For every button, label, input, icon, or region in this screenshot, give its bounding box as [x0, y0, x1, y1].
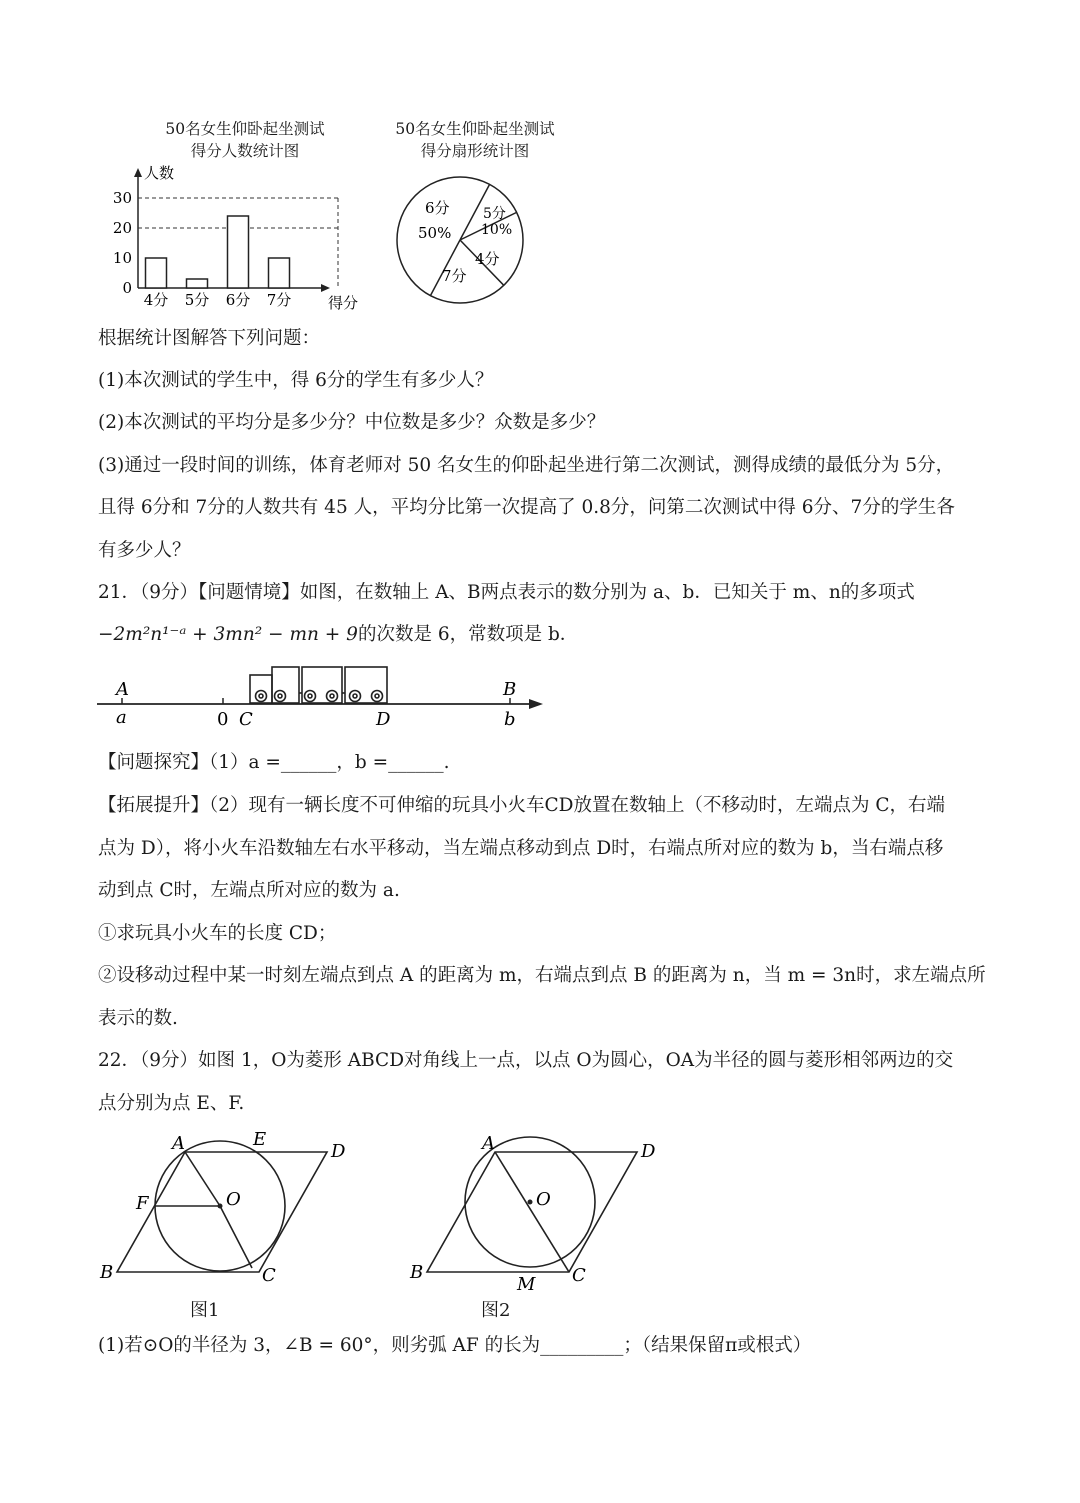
- bar-chart: [100, 160, 380, 320]
- fig1-D: D: [331, 1141, 346, 1162]
- diag-ac-2: [495, 1152, 569, 1272]
- label-A: A: [116, 679, 129, 700]
- fig2-B: B: [410, 1262, 424, 1283]
- geometry-figure-2: [405, 1125, 675, 1295]
- q21-explore: 【问题探究】（1）a =______，b =______.: [98, 752, 450, 773]
- bar-chart-ylabel: 人数: [144, 164, 175, 182]
- bar-chart-xlabel: 得分: [328, 294, 359, 312]
- q20-intro: 根据统计图解答下列问题：: [98, 328, 321, 349]
- figure-1-caption: 图1: [190, 1300, 220, 1321]
- label-D: D: [376, 709, 391, 730]
- bar-y-tick-label: 10: [112, 249, 132, 267]
- label-zero: 0: [217, 709, 229, 730]
- bar-chart-marks: [144, 216, 292, 309]
- label-a: a: [116, 707, 127, 728]
- diag-ao-1: [185, 1152, 220, 1206]
- q21-sub2-line2: 表示的数.: [98, 1008, 178, 1029]
- fig1-E: E: [253, 1129, 267, 1150]
- pie-pct-6: 50%: [418, 224, 452, 242]
- fig2-D: D: [641, 1141, 656, 1162]
- fig1-F: F: [136, 1193, 149, 1214]
- bar: [228, 216, 249, 288]
- bar-category-label: 4分: [143, 291, 169, 309]
- q21-extend-line1: 【拓展提升】（2）现有一辆长度不可伸缩的玩具小火车CD放置在数轴上（不移动时，左端点为 C，右端: [98, 795, 946, 816]
- center-o-1: [218, 1204, 223, 1209]
- geometry-figure-1: [95, 1125, 365, 1285]
- pie-chart-title: [370, 118, 580, 162]
- q21-extend-line3: 动到点 C时，左端点所对应的数为 a.: [98, 880, 400, 901]
- rhombus-1: [117, 1152, 327, 1272]
- q21-sub1: ①求玩具小火车的长度 CD；: [98, 923, 337, 944]
- q21-line2: [98, 622, 578, 648]
- label-b: b: [504, 709, 516, 730]
- fig1-O: O: [226, 1189, 241, 1210]
- bar-y-arrow: [134, 168, 142, 177]
- q20-part3-line1: (3)通过一段时间的训练，体育老师对 50 名女生的仰卧起坐进行第二次测试，测得成绩的最低分为 5分，: [98, 455, 955, 476]
- bar: [187, 279, 208, 288]
- bar: [146, 258, 167, 288]
- number-line-arrow: [529, 699, 543, 709]
- bar-category-label: 6分: [225, 291, 251, 309]
- pie-label-6: 6分: [425, 199, 450, 217]
- q21-line2-rest: 的次数是 6，常数项是 b．: [357, 624, 579, 645]
- bar: [269, 258, 290, 288]
- bar-y-tick-label: 30: [112, 189, 132, 207]
- fig2-A: A: [482, 1133, 495, 1154]
- figure-2-caption: 图2: [481, 1300, 511, 1321]
- bar-x-arrow: [321, 284, 330, 292]
- number-line-figure: [95, 655, 555, 735]
- pie-chart-title-line1: 50名女生仰卧起坐测试: [395, 120, 555, 138]
- fig2-M: M: [517, 1274, 536, 1295]
- q22-line1: 22．（9分）如图 1，O为菱形 ABCD对角线上一点，以点 O为圆心，OA为半径的圆与菱形相邻两边的交: [98, 1050, 954, 1071]
- fig2-O: O: [536, 1189, 551, 1210]
- toy-train: [250, 667, 387, 703]
- fig1-B: B: [100, 1262, 114, 1283]
- pie-label-7: 7分: [442, 267, 467, 285]
- bar-y-tick-label: 20: [112, 219, 132, 237]
- q20-part3-line2: 且得 6分和 7分的人数共有 45 人，平均分比第一次提高了 0.8分，问第二次测试中得 6分、7分的学生各: [98, 497, 955, 518]
- bar-category-label: 7分: [266, 291, 292, 309]
- fig1-A: A: [172, 1133, 185, 1154]
- bar-category-label: 5分: [184, 291, 210, 309]
- pie-label-4: 4分: [475, 250, 500, 268]
- fig1-C: C: [262, 1265, 276, 1285]
- label-C: C: [239, 709, 253, 730]
- q22-line2: 点分别为点 E、F.: [98, 1093, 245, 1114]
- q20-part3-line3: 有多少人？: [98, 540, 191, 561]
- pie-chart: [385, 170, 545, 310]
- seg-oc-1: [220, 1206, 252, 1268]
- bar-chart-title-line1: 50名女生仰卧起坐测试: [165, 120, 325, 138]
- bar-y-tick-label: 0: [122, 279, 132, 297]
- bar-chart-title: [140, 118, 350, 162]
- bar-chart-title-line2: 得分人数统计图: [190, 142, 300, 160]
- q20-part1: (1)本次测试的学生中，得 6分的学生有多少人？: [98, 370, 494, 391]
- label-B: B: [503, 679, 517, 700]
- q22-part1: (1)若⊙O的半径为 3，∠B = 60°，则劣弧 AF 的长为_________；（结果保留π或根式）: [98, 1335, 812, 1356]
- pie-label-5: 5分: [483, 206, 506, 222]
- q21-polynomial: −2m²n¹⁻ᵃ + 3mn² − mn + 9: [98, 624, 358, 645]
- q21-extend-line2: 点为 D），将小火车沿数轴左右水平移动，当左端点移动到点 D时，右端点所对应的数为 b，当右端点移: [98, 838, 944, 859]
- q21-line1: 21．（9分）【问题情境】如图，在数轴上 A、B两点表示的数分别为 a、b．已知关于 m、n的多项式: [98, 582, 915, 603]
- center-o-2: [528, 1200, 533, 1205]
- pie-chart-title-line2: 得分扇形统计图: [420, 142, 530, 160]
- q20-part2: (2)本次测试的平均分是多少分？中位数是多少？众数是多少？: [98, 412, 606, 433]
- fig2-C: C: [572, 1265, 586, 1286]
- q21-sub2-line1: ②设移动过程中某一时刻左端点到点 A 的距离为 m，右端点到点 B 的距离为 n，当 m = 3n时，求左端点所: [98, 965, 986, 986]
- pie-pct-5: 10%: [481, 222, 513, 238]
